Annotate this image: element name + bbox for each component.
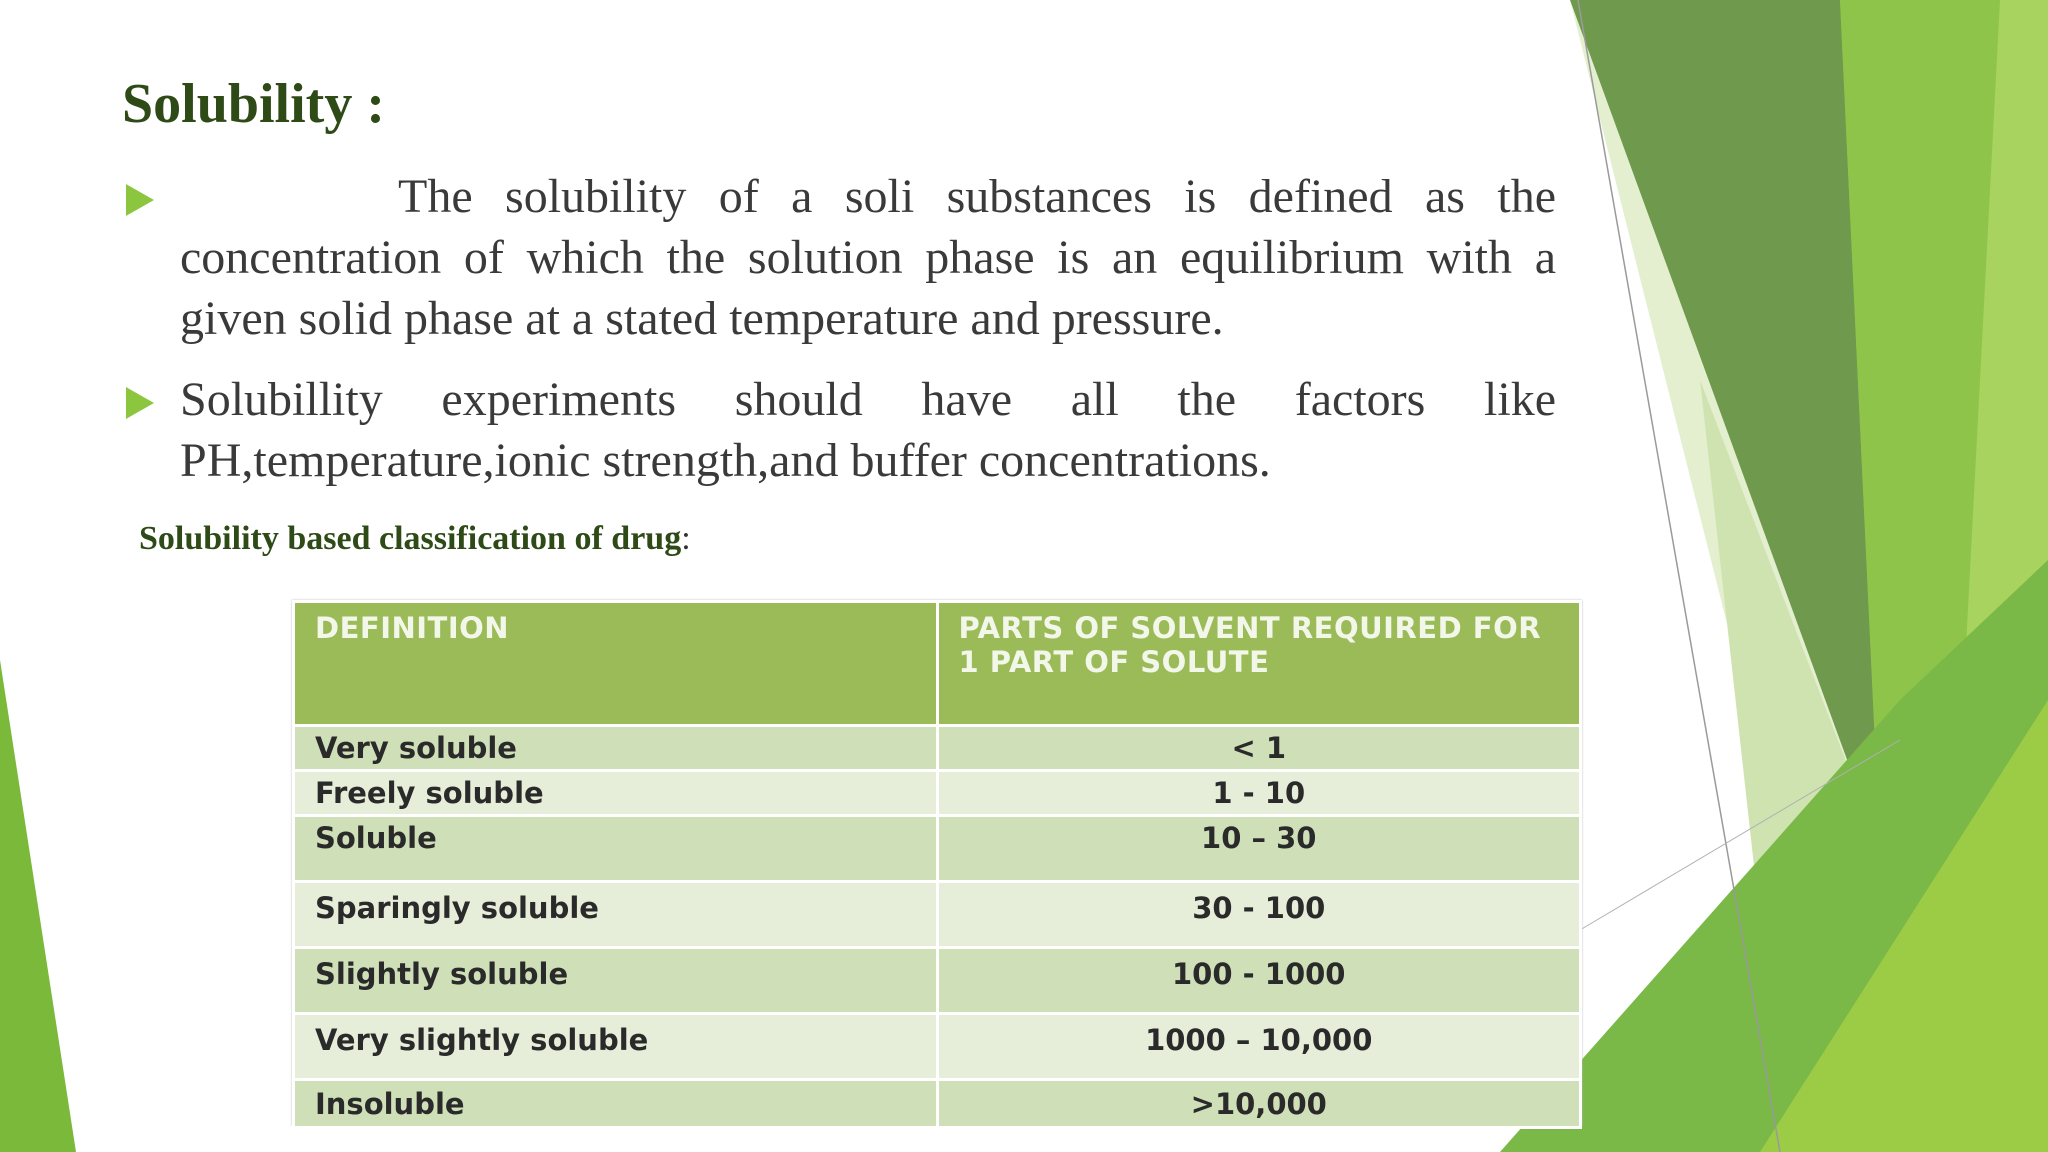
subheading-colon: : <box>681 520 691 557</box>
table-header-definition: DEFINITION <box>294 602 938 726</box>
table-row <box>294 1080 1581 1128</box>
table-subheading <box>139 520 691 558</box>
cell-parts: 10 – 30 <box>937 816 1581 882</box>
bullet-text: The solubility of a soli substances is defined as the concentration of which the solution phase is an equilibrium with a given solid phase at a stated temperature and pressure. <box>180 170 1556 345</box>
cell-definition: Very slightly soluble <box>294 1014 938 1080</box>
bullet-text: Solubillity experiments should have all the factors like PH,temperature,ionic strength,and buffer concentrations. <box>180 373 1556 487</box>
bullet-arrow-icon <box>126 387 154 419</box>
table-row <box>294 882 1581 948</box>
cell-definition: Slightly soluble <box>294 948 938 1014</box>
cell-definition: Sparingly soluble <box>294 882 938 948</box>
bullet-list <box>122 166 1556 491</box>
cell-definition: Soluble <box>294 816 938 882</box>
solubility-table <box>292 600 1582 1129</box>
bullet-item <box>122 369 1556 491</box>
cell-definition: Freely soluble <box>294 771 938 816</box>
bullet-arrow-icon <box>126 184 154 216</box>
bullet-item <box>122 166 1556 349</box>
left-green-shape <box>0 660 76 1152</box>
subheading-text: Solubility based classification of drug <box>139 520 682 557</box>
cell-definition: Very soluble <box>294 726 938 771</box>
cell-parts: 1000 – 10,000 <box>937 1014 1581 1080</box>
table-row <box>294 1014 1581 1080</box>
cell-parts: 1 - 10 <box>937 771 1581 816</box>
cell-parts: 100 - 1000 <box>937 948 1581 1014</box>
cell-parts: 30 - 100 <box>937 882 1581 948</box>
slide-title: Solubility : <box>122 73 385 135</box>
cell-definition: Insoluble <box>294 1080 938 1128</box>
solubility-table-container <box>292 600 1582 1126</box>
table-row <box>294 771 1581 816</box>
table-row <box>294 948 1581 1014</box>
table-row <box>294 816 1581 882</box>
right-dark-facet <box>1570 0 1880 850</box>
cell-parts: < 1 <box>937 726 1581 771</box>
table-header-parts: PARTS OF SOLVENT REQUIRED FOR 1 PART OF SOLUTE <box>937 602 1581 726</box>
table-row <box>294 726 1581 771</box>
cell-parts: >10,000 <box>937 1080 1581 1128</box>
